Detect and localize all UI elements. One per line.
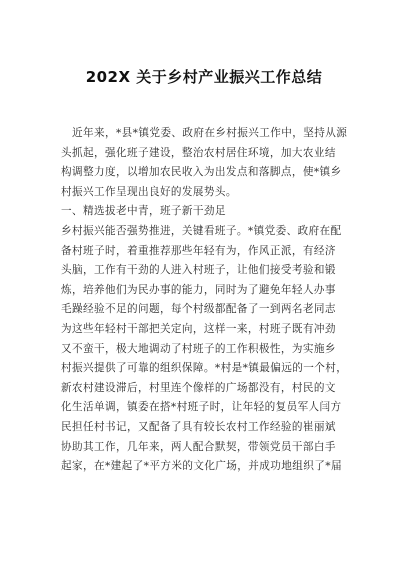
body-line: 化生活单调，镇委在搭*村班子时，让年轻的复员军人闫方 <box>61 401 342 414</box>
body-line: 新农村建设滞后，村里连个像样的广场都没有，村民的文 <box>61 381 336 394</box>
document-body <box>61 124 351 477</box>
body-line: 乡村振兴能否强势推进，关键看班子。*镇党委、政府在配 <box>61 224 342 237</box>
body-line: 头脑，工作有干劲的人进入村班子，让他们接受考验和锻 <box>61 264 336 277</box>
body-line: 毛躁经验不足的问题，每个村级都配备了一到两名老同志 <box>61 303 336 316</box>
section-heading: 一、精选拔老中青，班子新干劲足 <box>61 205 226 218</box>
document-title: 202X 关于乡村产业振兴工作总结 <box>85 68 323 86</box>
body-line: 协助其工作，几年来，两人配合默契，带领党员干部白手 <box>61 440 336 453</box>
body-line: 民担任村书记，又配备了具有较长农村工作经验的崔丽斌 <box>61 420 336 433</box>
body-line: 备村班子时，着重推荐那些年轻有为，作风正派，有经济 <box>61 244 336 257</box>
body-line: 近年来，*县*镇党委、政府在乡村振兴工作中，坚持从源 <box>61 127 348 139</box>
body-line: 又不蛮干，极大地调动了村班子的工作积极性，为实施乡 <box>61 342 336 355</box>
body-line: 构调整力度，以增加农民收入为出发点和落脚点，使*镇乡 <box>61 166 342 179</box>
body-line: 村振兴工作呈现出良好的发展势头。 <box>61 185 237 198</box>
body-line: 头抓起，强化班子建设，整治农村居住环境，加大农业结 <box>61 146 336 159</box>
body-line: 起家，在*建起了*平方米的文化广场，并成功地组织了*届 <box>61 460 342 473</box>
body-line: 为这些年轻村干部把关定向，这样一来，村班子既有冲劲 <box>61 322 336 335</box>
body-line: 炼，培养他们为民办事的能力，同时为了避免年轻人办事 <box>61 283 336 296</box>
body-line: 村振兴提供了可靠的组织保障。*村是*镇最偏远的一个村， <box>61 362 348 375</box>
